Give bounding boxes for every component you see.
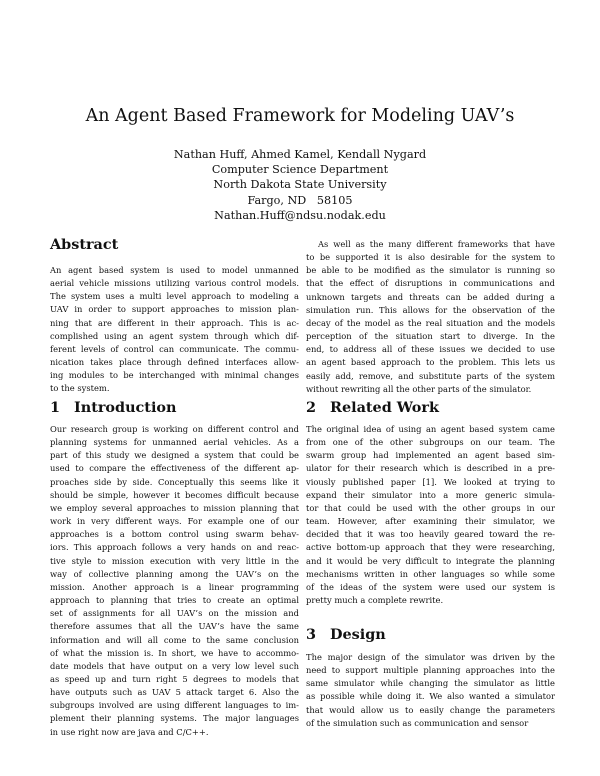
text-line: expand their simulator into a more generic simula- xyxy=(306,489,555,500)
paper-title: An Agent Based Framework for Modeling UAV’s xyxy=(85,106,515,126)
author-university: North Dakota State University xyxy=(213,178,387,192)
text-line: viously published paper [1]. We looked at trying to xyxy=(306,476,555,487)
related-work-body xyxy=(306,423,555,607)
text-line: perception of the situation start to diverge. In the xyxy=(306,331,555,342)
text-line: aerial vehicle missions utilizing various control models. xyxy=(50,278,299,289)
text-line: work in very different ways. For example one of our xyxy=(50,516,299,527)
text-line: iors. This approach follows a very hands on and reac- xyxy=(50,542,299,553)
text-line: proaches side by side. Conceptually this seems like it xyxy=(50,476,299,487)
text-line: The major design of the simulator was driven by the xyxy=(306,652,555,662)
text-line: subgroups involved are using different languages to im- xyxy=(50,700,299,711)
text-line: As well as the many different frameworks that have xyxy=(318,239,555,249)
author-city: Fargo, ND 58105 xyxy=(247,193,353,207)
design-body xyxy=(306,651,555,730)
text-line: to be supported it is also desirable for the system to xyxy=(306,252,555,263)
text-line: The system uses a multi level approach to modeling a xyxy=(50,291,299,302)
text-line: that would allow us to easily change the parameters xyxy=(306,704,555,715)
text-line: end, to address all of these issues we decided to use xyxy=(306,344,555,355)
introduction-body xyxy=(50,423,299,739)
text-line: and it would be very difficult to integrate the planning xyxy=(306,555,555,566)
text-line: complished using an agent system through which dif- xyxy=(50,330,299,341)
text-line: of what the mission is. In short, we have to accommo- xyxy=(50,647,299,658)
design-heading: 3 Design xyxy=(306,626,386,643)
text-line: set of assignments for all UAV’s on the mission and xyxy=(50,608,299,619)
text-line: of the simulation such as communication and sensor xyxy=(306,717,529,728)
text-line: without rewriting all the other parts of the simulator. xyxy=(306,383,532,394)
text-line: The original idea of using an agent based system came xyxy=(306,424,555,434)
text-line: as speed up and turn right 5 degrees to models that xyxy=(50,673,299,684)
text-line: pretty much a complete rewrite. xyxy=(306,595,444,606)
text-line: that the effect of disruptions in communications and xyxy=(306,278,555,289)
abstract-body xyxy=(50,264,299,396)
text-line: UAV in order to support approaches to mission plan- xyxy=(50,304,299,315)
text-line: mechanisms written in other languages so while some xyxy=(306,568,555,579)
text-line: team. However, after examining their simulator, we xyxy=(306,516,555,527)
text-line: active bottom-up approach that they were researching, xyxy=(306,542,555,553)
text-line: way of collective planning among the UAV’s on the xyxy=(50,568,299,579)
author-names: Nathan Huff, Ahmed Kamel, Kendall Nygard xyxy=(173,148,427,161)
text-line: part of this study we designed a system that could be xyxy=(50,450,299,461)
text-line: swarm group had implemented an agent based sim- xyxy=(306,450,555,461)
related-work-heading: 2 Related Work xyxy=(306,399,439,416)
frameworks-paragraph xyxy=(306,238,555,396)
text-line: ing modules to be interchanged with minimal changes xyxy=(50,370,299,381)
text-line: of the ideas of the system were used our system is xyxy=(306,581,555,592)
text-line: ning that are different in their approach. This is ac- xyxy=(50,317,299,328)
text-line: simulation run. This allows for the observation of the xyxy=(306,304,555,315)
text-line: be able to be modified as the simulator is running so xyxy=(306,265,555,276)
text-line: need to support multiple planning approaches into the xyxy=(306,665,555,676)
text-line: planning systems for unmanned aerial vehicles. As a xyxy=(50,437,299,448)
text-line: therefore assumes that all the UAV’s have the same xyxy=(50,621,299,632)
text-line: date models that have output on a very low level such xyxy=(50,660,299,671)
introduction-heading: 1 Introduction xyxy=(50,399,177,416)
text-line: decided that it was too heavily geared toward the re- xyxy=(306,529,555,540)
text-line: to the system. xyxy=(50,383,110,394)
text-line: easily add, remove, and substitute parts of the system xyxy=(306,370,555,381)
text-line: approach to planning that tries to create an optimal xyxy=(50,595,299,606)
abstract-heading: Abstract xyxy=(50,236,119,253)
text-line: used to compare the effectiveness of the different ap- xyxy=(50,463,299,474)
author-email: Nathan.Huff@ndsu.nodak.edu xyxy=(214,208,386,222)
text-line: approaches is a bottom control using swarm behav- xyxy=(50,529,299,540)
author-department: Computer Science Department xyxy=(211,163,389,177)
text-line: in use right now are java and C/C++. xyxy=(50,726,209,737)
author-block xyxy=(0,147,600,223)
text-line: same simulator while changing the simulator as little xyxy=(306,678,555,689)
text-line: as possible while doing it. We also wanted a simulator xyxy=(306,691,555,702)
text-line: mission. Another approach is a linear programming xyxy=(50,581,299,592)
text-line: tor that could be used with the other groups in our xyxy=(306,502,555,513)
text-line: tive style to mission execution with very little in the xyxy=(50,555,299,566)
text-line: from one of the other subgroups on our team. The xyxy=(306,437,555,448)
text-line: we employ several approaches to mission planning that xyxy=(50,502,299,513)
text-line: decay of the model as the real situation and the models xyxy=(306,317,555,328)
text-line: ferent levels of control can communicate. The commu- xyxy=(50,343,299,354)
text-line: unknown targets and threats can be added during a xyxy=(306,291,555,302)
text-line: Our research group is working on different control and xyxy=(50,424,299,434)
text-line: an agent based approach to the problem. This lets us xyxy=(306,357,555,368)
text-line: plement their planning systems. The major languages xyxy=(50,713,299,724)
text-line: information and will all come to the same conclusion xyxy=(50,634,299,645)
text-line: ulator for their research which is described in a pre- xyxy=(306,463,555,474)
text-line: nication takes place through defined interfaces allow- xyxy=(50,357,299,368)
text-line: An agent based system is used to model unmanned xyxy=(50,265,299,275)
text-line: should be simple, however it becomes difficult because xyxy=(50,489,299,500)
text-line: have outputs such as UAV 5 attack target 6. Also the xyxy=(50,687,299,698)
